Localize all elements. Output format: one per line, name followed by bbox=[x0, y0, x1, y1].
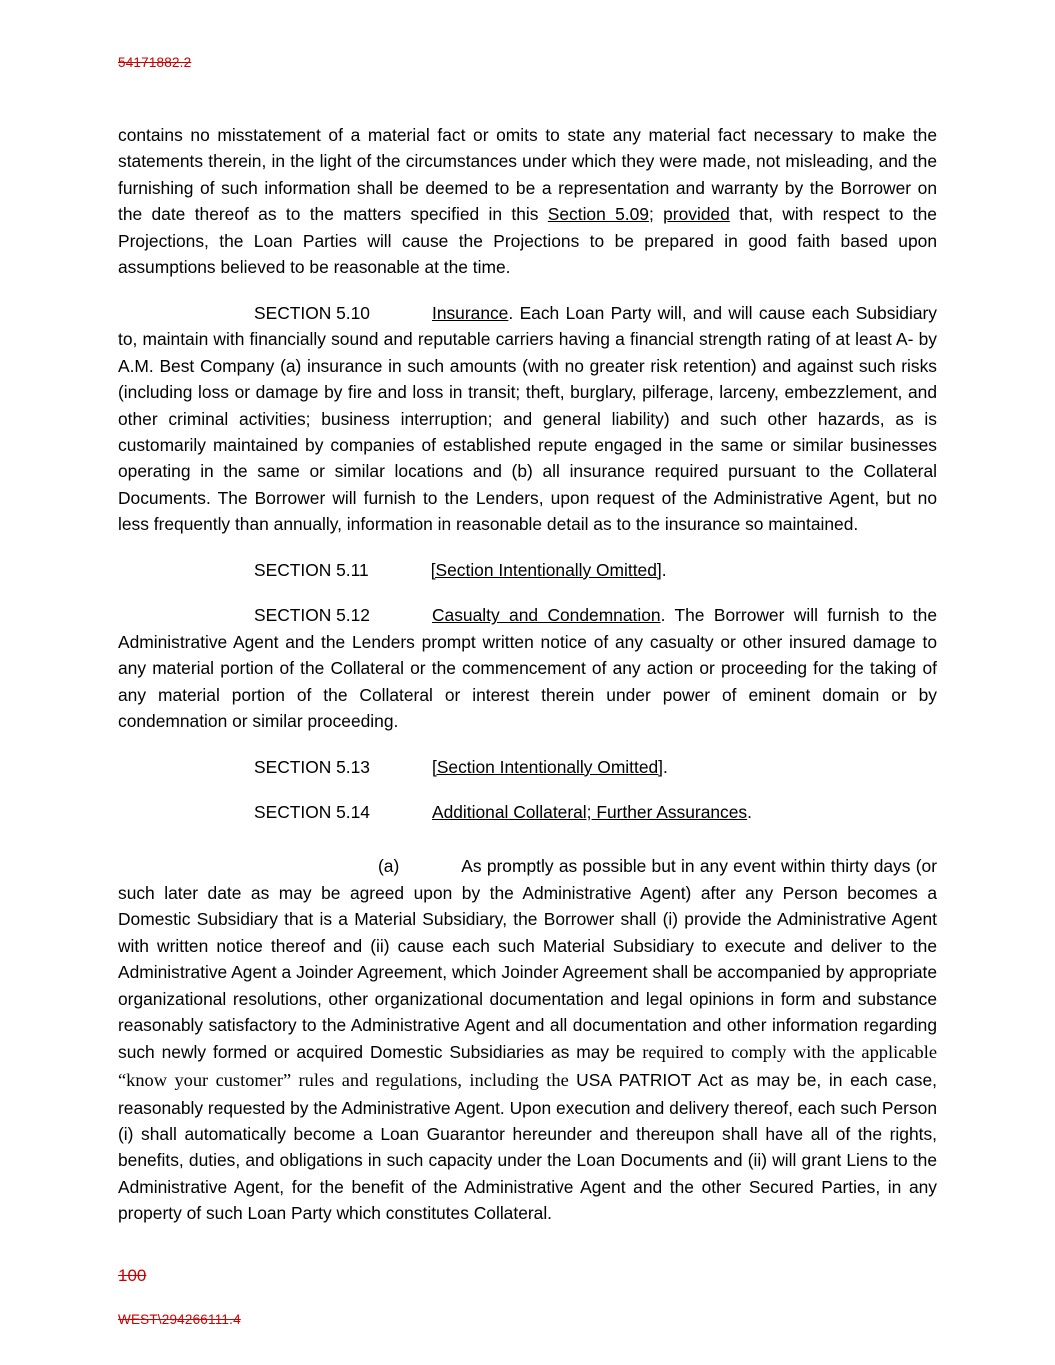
subsection-a-label: (a) bbox=[378, 856, 400, 877]
paragraph-continuation bbox=[118, 122, 937, 281]
section-5-14-number: SECTION 5.14 bbox=[254, 801, 370, 822]
section-5-14 bbox=[118, 799, 937, 825]
provided-keyword: provided bbox=[663, 204, 730, 225]
section-5-11-heading: [Section Intentionally Omitted] bbox=[430, 559, 662, 580]
section-5-12 bbox=[118, 602, 937, 734]
page-number: 100 bbox=[118, 1266, 147, 1285]
subsection-a-text-part2: USA PATRIOT Act as may be, in each case, reasonably requested by the Administrative Agent. Upon execution and delivery thereof, each such Person (i) shall automatically become a Loan Guarantor hereunder and thereupon shall have all of the rights, benefits, duties, and obligations in such capacity under the Loan Documents and (ii) will grant Liens to the Administrative Agent, for the benefit of the Administrative Agent and the other Secured Parties, in any property of such Loan Party which constitutes Collateral. bbox=[118, 1069, 937, 1224]
subsection-a-text-part1: As promptly as possible but in any event within thirty days (or such later date as may be agreed upon by the Administrative Agent) after any Person becomes a Domestic Subsidiary that is a Material Subsidiary, the Borrower shall (i) provide the Administrative Agent with written notice thereof and (ii) cause each such Material Subsidiary to execute and deliver to the Administrative Agent a Joinder Agreement, which Joinder Agreement shall be accompanied by appropriate organizational resolutions, other organizational documentation and legal opinions in form and substance reasonably satisfactory to the Administrative Agent and all documentation and other information regarding such newly formed or acquired Domestic Subsidiaries as may be bbox=[118, 856, 937, 1062]
section-5-13 bbox=[118, 754, 937, 780]
footer-document-id: WEST\294266111.4 bbox=[118, 1312, 241, 1327]
section-5-09-crossref: Section 5.09 bbox=[547, 204, 649, 225]
section-5-10-heading: Insurance bbox=[431, 302, 509, 323]
subsection-a-text-serif: required to comply with the applicable “know your customer” rules and regulations, including the bbox=[118, 1041, 937, 1090]
section-5-13-number: SECTION 5.13 bbox=[254, 756, 370, 777]
section-5-14-heading: Additional Collateral; Further Assurances bbox=[431, 801, 748, 822]
section-5-13-heading-tail: . bbox=[663, 756, 668, 777]
section-5-12-number: SECTION 5.12 bbox=[254, 605, 370, 626]
section-5-11-number: SECTION 5.11 bbox=[254, 559, 369, 580]
section-5-10-number: SECTION 5.10 bbox=[254, 302, 370, 323]
section-5-12-body: The Borrower will furnish to the Administrative Agent and the Lenders prompt written notice of any casualty or other insured damage to any material portion of the Collateral or the commencement of any action or proceeding for the taking of any material portion of the Collateral or interest therein under power of eminent domain or by condemnation or similar proceeding. bbox=[118, 605, 937, 732]
subsection-a bbox=[118, 853, 937, 1226]
section-5-12-heading: Casualty and Condemnation bbox=[431, 605, 661, 626]
section-5-11 bbox=[118, 557, 937, 583]
section-5-10-body: Each Loan Party will, and will cause each Subsidiary to, maintain with financially sound and reputable carriers having a financial strength rating of at least A- by A.M. Best Company (a) insurance in such amounts (with no greater risk retention) and against such risks (including loss or damage by fire and loss in transit; theft, burglary, pilferage, larceny, embezzlement, and other criminal activities; business interruption; and general liability) and such other hazards, as is customarily maintained by companies of established repute engaged in the same or similar businesses operating in the same or similar locations and (b) all insurance required pursuant to the Collateral Documents. The Borrower will furnish to the Lenders, upon request of the Administrative Agent, but no less frequently than annually, information in reasonable detail as to the insurance so maintained. bbox=[118, 302, 937, 535]
section-5-10 bbox=[118, 300, 937, 538]
paragraph-continuation-text: contains no misstatement of a material fact or omits to state any material fact necessary to make the statements therein, in the light of the circumstances under which they were made, not misleading, and the furnishing of such information shall be deemed to be a representation and warranty by the Borrower on the date thereof as to the matters specified in this bbox=[118, 125, 937, 225]
section-5-11-heading-tail: . bbox=[661, 559, 667, 580]
section-5-10-heading-tail: . bbox=[508, 302, 514, 323]
page-footer bbox=[118, 1266, 938, 1365]
paragraph-spacer bbox=[118, 844, 937, 853]
section-5-12-heading-tail: . bbox=[660, 605, 666, 626]
section-5-14-heading-tail: . bbox=[747, 801, 752, 822]
document-header-stamp: 54171882.2 bbox=[118, 55, 192, 70]
section-5-13-heading: [Section Intentionally Omitted] bbox=[431, 756, 664, 777]
paragraph-continuation-tail-b: that, with respect to the Projections, the Loan Parties will cause the Projections to be prepared in good faith based upon assumptions believed to be reasonable at the time. bbox=[118, 204, 937, 278]
paragraph-continuation-tail-a: ; bbox=[648, 204, 664, 225]
